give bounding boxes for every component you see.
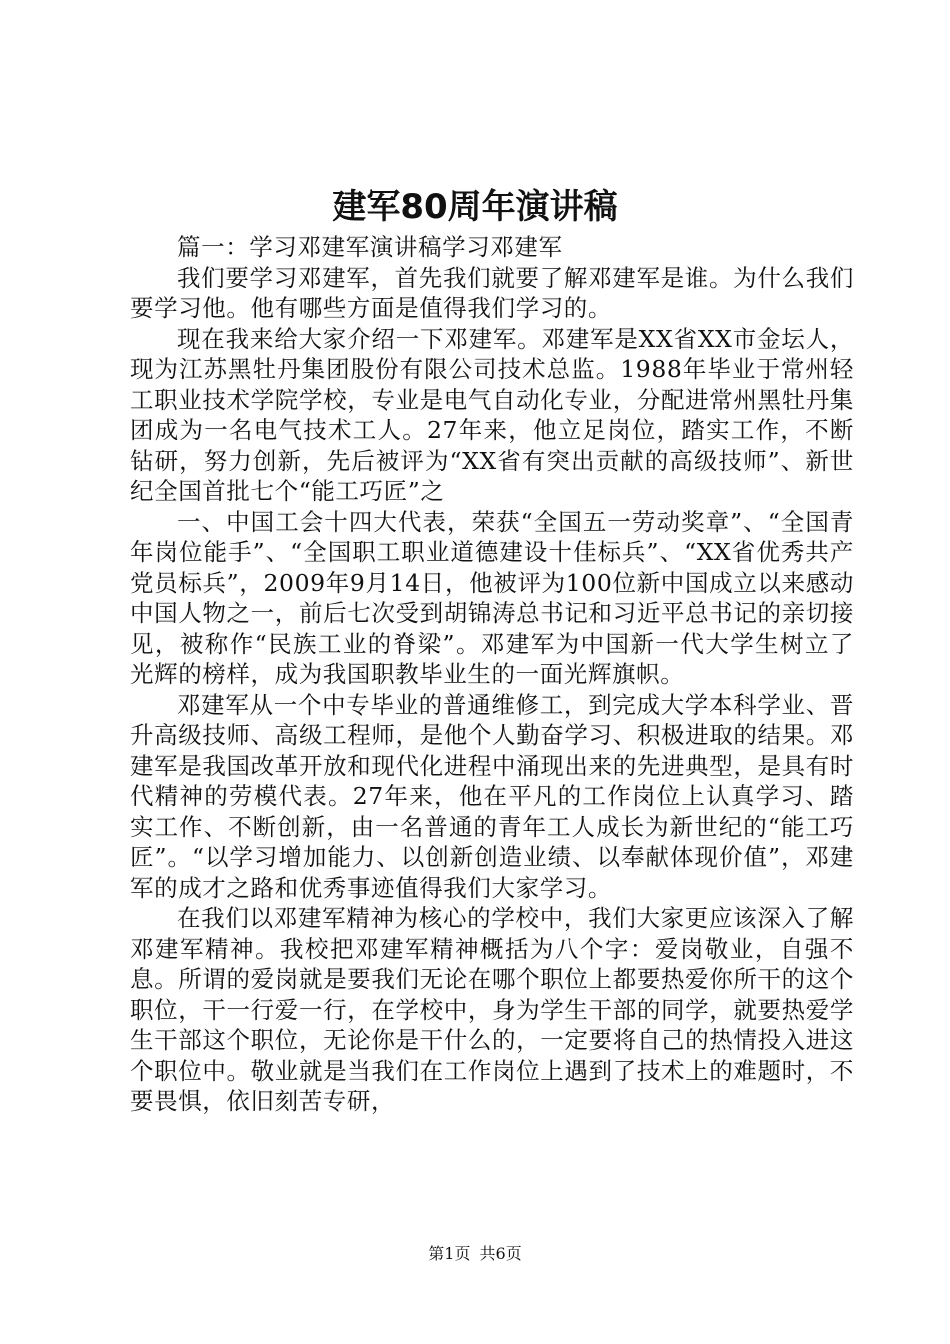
paragraph: 邓建军从一个中专毕业的普通维修工，到完成大学本科学业、晋升高级技师、高级工程师，是他个人勤奋学习、积极进取的结果。邓建军是我国改革开放和现代化进程中涌现出来的先进典型，是具有时代精神的劳模代表。27年来，他在平凡的工作岗位上认真学习、踏实工作、不断创新，由一名普通的青年工人成长为新世纪的“能工巧匠”。“以学习增加能力、以创新创造业绩、以奉献体现价值”，邓建军的成才之路和优秀事迹值得我们大家学习。 — [130, 690, 854, 902]
document-body — [130, 232, 854, 1117]
paragraph: 篇一：学习邓建军演讲稿学习邓建军 — [177, 233, 563, 261]
paragraph: 在我们以邓建军精神为核心的学校中，我们大家更应该深入了解邓建军精神。我校把邓建军精神概括为八个字：爱岗敬业，自强不息。所谓的爱岗就是要我们无论在哪个职位上都要热爱你所干的这个职位，干一行爱一行，在学校中，身为学生干部的同学，就要热爱学生干部这个职位，无论你是干什么的，一定要将自己的热情投入进这个职位中。敬业就是当我们在工作岗位上遇到了技术上的难题时，不要畏惧，依旧刻苦专研， — [130, 904, 854, 1115]
paragraph: 一、中国工会十四大代表，荣获“全国五一劳动奖章”、“全国青年岗位能手”、“全国职工职业道德建设十佳标兵”、“XX省优秀共产党员标兵”，2009年9月14日，他被评为100位新中国成立以来感动中国人物之一，前后七次受到胡锦涛总书记和习近平总书记的亲切接见，被称作“民族工业的脊梁”。邓建军为中国新一代大学生树立了光辉的榜样，成为我国职教毕业生的一面光辉旗帜。 — [130, 507, 854, 688]
page-total: 共6页 — [479, 1244, 522, 1263]
document-title: 建军80周年演讲稿 — [332, 187, 618, 227]
page-footer — [0, 1243, 950, 1265]
paragraph: 现在我来给大家介绍一下邓建军。邓建军是XX省XX市金坛人，现为江苏黑牡丹集团股份有限公司技术总监。1988年毕业于常州轻工职业技术学院学校，专业是电气自动化专业，分配进常州黑牡丹集团成为一名电气技术工人。27年来，他立足岗位，踏实工作，不断钻研，努力创新，先后被评为“XX省有突出贡献的高级技师”、新世纪全国首批七个“能工巧匠”之 — [130, 324, 854, 505]
page-number: 第1页 — [428, 1244, 471, 1263]
paragraph: 我们要学习邓建军，首先我们就要了解邓建军是谁。为什么我们要学习他。他有哪些方面是值得我们学习的。 — [130, 263, 854, 322]
